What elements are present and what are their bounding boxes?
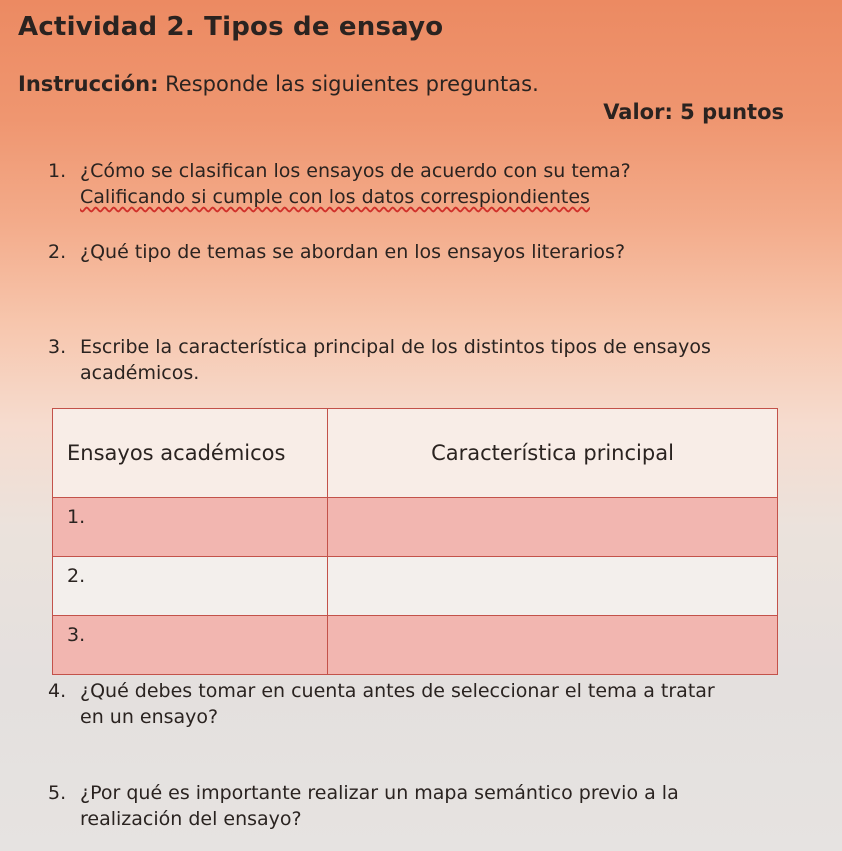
question-2	[48, 239, 625, 265]
question-4	[48, 678, 715, 730]
question-text: ¿Por qué es importante realizar un mapa semántico previo a la	[80, 782, 679, 804]
characteristic-cell[interactable]	[328, 557, 778, 616]
activity-title: Actividad 2. Tipos de ensayo	[18, 12, 444, 42]
answer-text: Calificando si cumple con los datos correspiondientes	[80, 186, 590, 208]
question-number: 2.	[48, 241, 67, 263]
question-text: Escribe la característica principal de los distintos tipos de ensayos	[80, 336, 711, 358]
question-text: ¿Qué tipo de temas se abordan en los ensayos literarios?	[80, 241, 626, 263]
table-row	[53, 616, 778, 675]
question-number: 1.	[48, 160, 67, 182]
question-5	[48, 780, 679, 832]
question-continuation: en un ensayo?	[80, 706, 219, 728]
instruction-label: Instrucción:	[18, 72, 159, 96]
question-3	[48, 334, 711, 386]
question-continuation: realización del ensayo?	[80, 808, 302, 830]
question-number: 3.	[48, 336, 67, 358]
question-number: 4.	[48, 680, 67, 702]
answer-1-text	[48, 184, 631, 210]
question-continuation: académicos.	[80, 362, 200, 384]
question-1	[48, 158, 631, 210]
row-label: 3.	[53, 616, 328, 675]
header-characteristic: Característica principal	[328, 409, 778, 498]
points-value: Valor: 5 puntos	[603, 100, 784, 124]
table-row	[53, 498, 778, 557]
characteristic-cell[interactable]	[328, 616, 778, 675]
characteristic-cell[interactable]	[328, 498, 778, 557]
academic-essays-table	[52, 408, 778, 675]
row-label: 1.	[53, 498, 328, 557]
instruction-line	[18, 72, 539, 96]
instruction-text: Responde las siguientes preguntas.	[158, 72, 539, 96]
row-label: 2.	[53, 557, 328, 616]
question-text: ¿Qué debes tomar en cuenta antes de seleccionar el tema a tratar	[80, 680, 715, 702]
question-text: ¿Cómo se clasifican los ensayos de acuerdo con su tema?	[80, 160, 631, 182]
question-number: 5.	[48, 782, 67, 804]
table-header-row	[53, 409, 778, 498]
header-essays: Ensayos académicos	[53, 409, 328, 498]
table-row	[53, 557, 778, 616]
